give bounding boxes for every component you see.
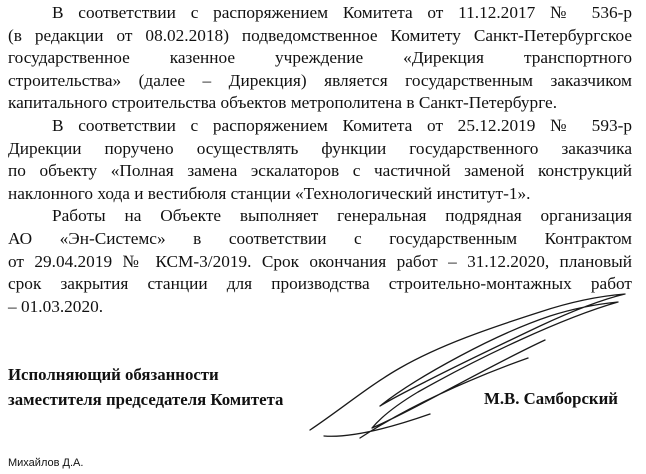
text-line: строительства» (далее – Дирекция) является государственным заказчиком xyxy=(8,70,632,90)
text-line: капитального строительства объектов метрополитена в Санкт-Петербурге. xyxy=(8,93,558,113)
letter-body xyxy=(8,2,632,318)
text-line: Дирекции поручено осуществлять функции государственного заказчика xyxy=(8,138,632,158)
text-line: государственное казенное учреждение «Дирекция транспортного xyxy=(8,48,632,68)
text-line: АО «Эн-Системс» в соответствии с государственным Контрактом xyxy=(8,228,632,248)
text-line: по объекту «Полная замена эскалаторов с частичной заменой конструкций xyxy=(8,161,632,181)
text-line: В соответствии с распоряжением Комитета от 11.12.2017 № 536-р xyxy=(52,3,632,22)
text-line: В соответствии с распоряжением Комитета от 25.12.2019 № 593-р xyxy=(52,115,632,135)
position-line: заместителя председателя Комитета xyxy=(8,390,284,409)
paragraph-1 xyxy=(8,2,632,115)
signatory-name: М.В. Самборский xyxy=(484,389,618,408)
text-line: – 01.03.2020. xyxy=(8,296,104,316)
text-line: от 29.04.2019 № КСМ-3/2019. Срок окончания работ – 31.12.2020, плановый xyxy=(8,251,632,271)
text-line: (в редакции от 08.02.2018) подведомственное Комитету Санкт-Петербургское xyxy=(8,25,632,45)
text-line: наклонного хода и вестибюля станции «Технологический институт-1». xyxy=(8,183,531,203)
handwritten-signature xyxy=(300,290,640,440)
text-line: Работы на Объекте выполняет генеральная подрядная организация xyxy=(52,206,632,226)
text-line: срок закрытия станции для производства строительно-монтажных работ xyxy=(8,274,632,294)
executor-name: Михайлов Д.А. xyxy=(8,457,84,469)
position-line: Исполняющий обязанности xyxy=(8,365,219,384)
signatory-position xyxy=(8,362,283,412)
paragraph-2 xyxy=(8,115,632,205)
